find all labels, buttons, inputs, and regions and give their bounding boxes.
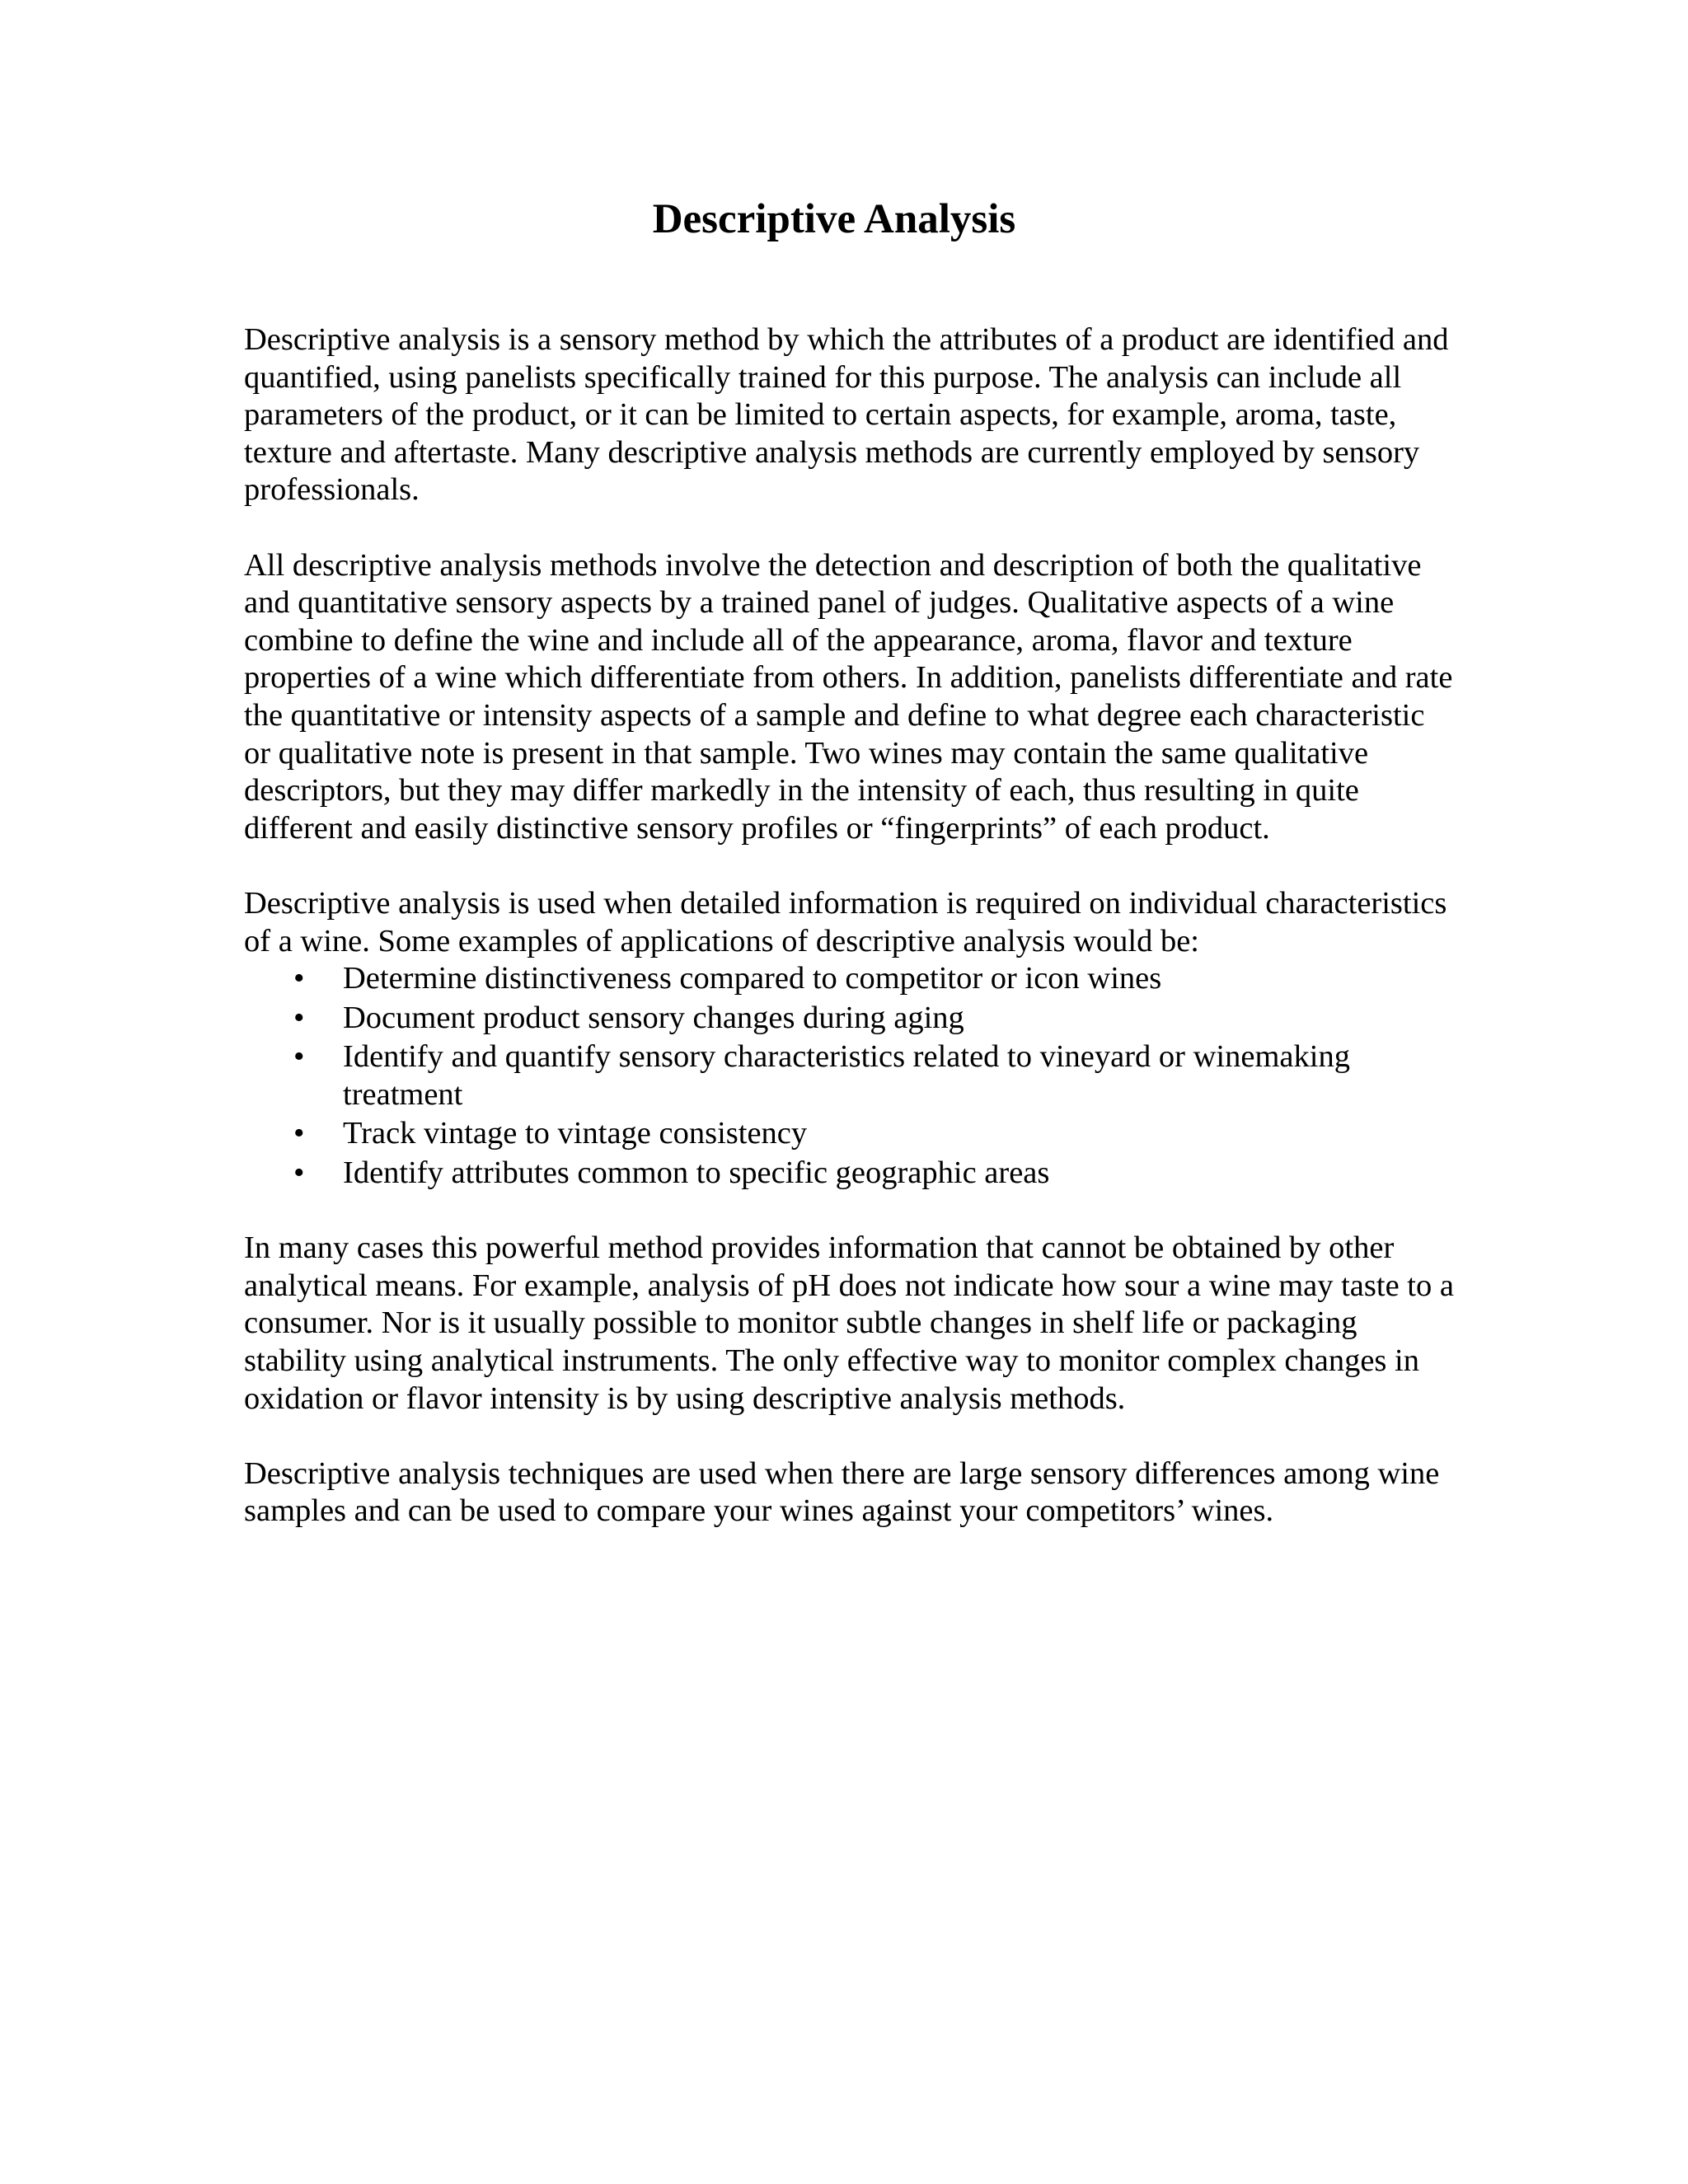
paragraph-qualitative-quantitative: All descriptive analysis methods involve the detection and description of both the qualitative and quantitative sensory aspects by a trained panel of judges. Qualitative aspects of a wine combine to define the wine and include all of the appearance, aroma, flavor and texture properties of a wine which differentiate from others. In addition, panelists differentiate and rate the quantitative or intensity aspects of a sample and define to what degree each characteristic or qualitative note is present in that sample. Two wines may contain the same qualitative descriptors, but they may differ markedly in the intensity of each, thus resulting in quite different and easily distinctive sensory profiles or “fingerprints” of each product. (244, 547, 1453, 846)
bullet-icon: • (293, 961, 305, 996)
list-item-text: Track vintage to vintage consistency (343, 1116, 808, 1151)
bullet-icon: • (293, 1155, 305, 1191)
list-item-text: Document product sensory changes during aging (343, 1000, 964, 1035)
page-title: Descriptive Analysis (652, 196, 1016, 242)
applications-list (244, 960, 1456, 1193)
bullet-icon: • (293, 1000, 305, 1035)
list-item (244, 1115, 1456, 1153)
bullet-icon: • (293, 1116, 305, 1151)
list-item-text: Determine distinctiveness compared to competitor or icon wines (343, 961, 1162, 996)
paragraph-intro: Descriptive analysis is a sensory method by which the attributes of a product are identified and quantified, using panelists specifically trained for this purpose. The analysis can include all parameters of the product, or it can be limited to certain aspects, for example, aroma, taste, texture and aftertaste. Many descriptive analysis methods are currently employed by sensory professionals. (244, 322, 1449, 508)
bullet-icon: • (293, 1039, 305, 1075)
list-item-text: Identify and quantify sensory characteristics related to vineyard or winemaking treatment (343, 1039, 1350, 1112)
list-item-text: Identify attributes common to specific geographic areas (343, 1155, 1050, 1191)
paragraph-techniques: Descriptive analysis techniques are used when there are large sensory differences among wine samples and can be used to compare your wines against your competitors’ wines. (244, 1455, 1440, 1529)
document-body (244, 321, 1456, 1568)
paragraph-applications: Descriptive analysis is used when detailed information is required on individual characteristics of a wine. Some examples of applications of descriptive analysis would be: (244, 885, 1447, 958)
list-item (244, 1155, 1456, 1193)
paragraph-powerful-method: In many cases this powerful method provides information that cannot be obtained by other analytical means. For example, analysis of pH does not indicate how sour a wine may taste to a consumer. Nor is it usually possible to monitor subtle changes in shelf life or packaging stability using analytical instruments. The only effective way to monitor complex changes in oxidation or flavor intensity is by using descriptive analysis methods. (244, 1230, 1454, 1416)
list-item (244, 1038, 1456, 1113)
list-item (244, 960, 1456, 998)
list-item (244, 1000, 1456, 1038)
